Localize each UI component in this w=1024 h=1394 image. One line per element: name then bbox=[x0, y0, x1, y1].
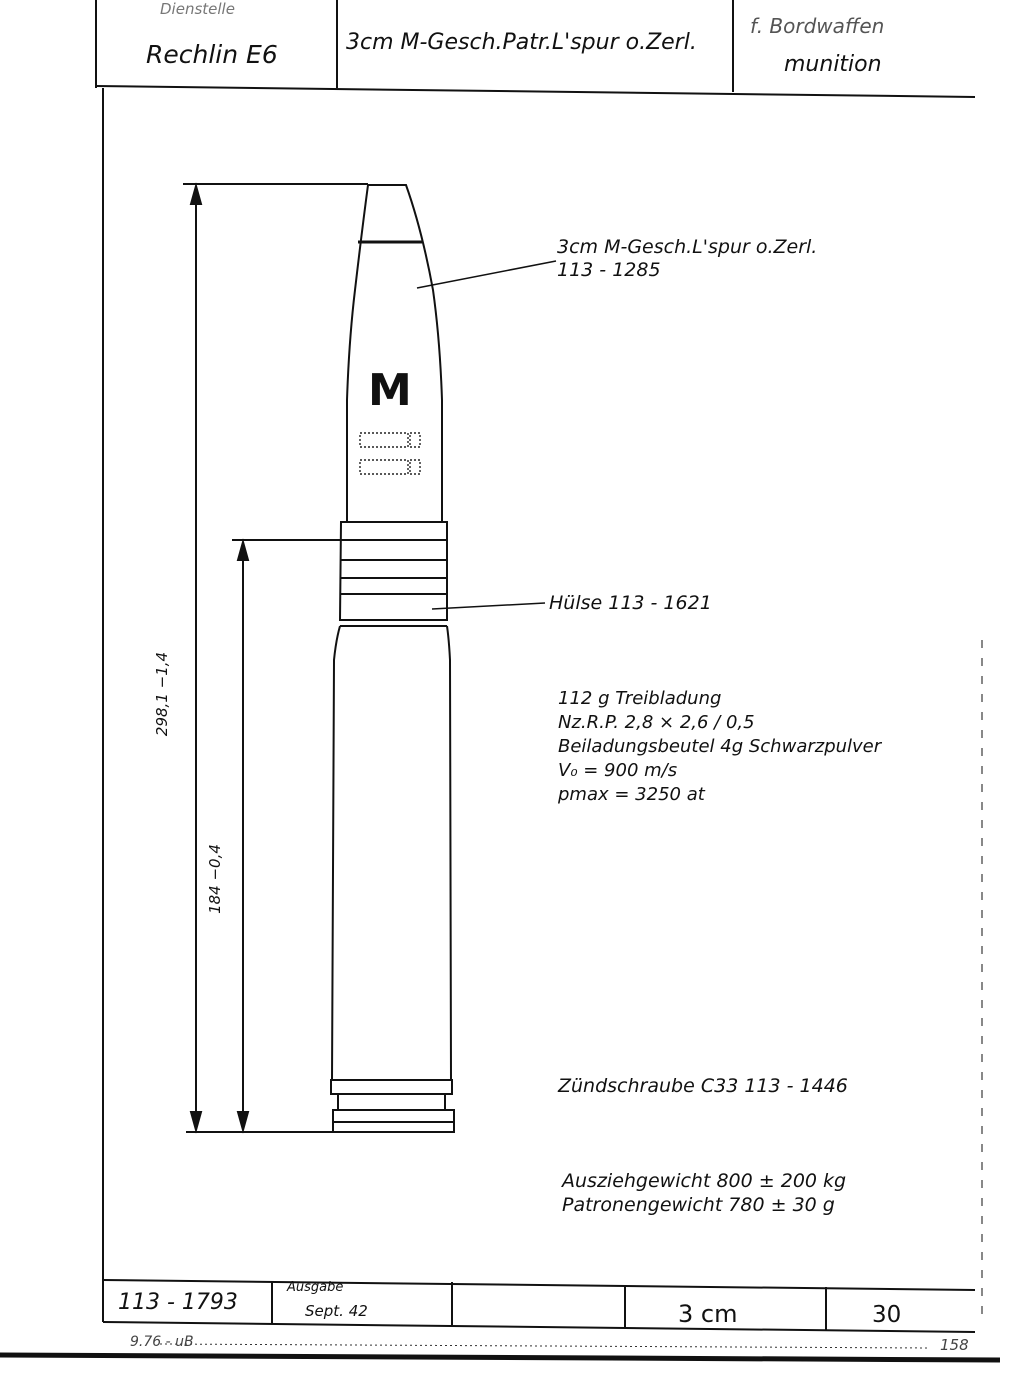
footer-top-line bbox=[103, 1280, 975, 1290]
propellant-note-5: pmax = 3250 at bbox=[558, 784, 705, 805]
propellant-note-3: Beiladungsbeutel 4g Schwarzpulver bbox=[558, 736, 882, 757]
footer-mid-line bbox=[103, 1322, 975, 1332]
footer-page-ref: 158 bbox=[940, 1336, 969, 1354]
case-body bbox=[332, 626, 451, 1080]
header-category: munition bbox=[784, 52, 882, 77]
header-title: 3cm M-Gesch.Patr.L'spur o.Zerl. bbox=[346, 30, 697, 55]
stencil-box-3 bbox=[360, 460, 408, 474]
propellant-notes bbox=[558, 687, 881, 807]
stencil-box-4 bbox=[410, 460, 420, 474]
projectile-number: 113 - 1285 bbox=[557, 259, 661, 281]
leader-case bbox=[432, 603, 545, 609]
footer-sheet: 30 bbox=[872, 1302, 902, 1328]
dim-case-text: 184 −0,4 bbox=[205, 844, 224, 914]
propellant-note-4: V₀ = 900 m/s bbox=[558, 760, 678, 781]
case-neck bbox=[340, 522, 447, 620]
projectile-marking-m: M bbox=[368, 365, 412, 416]
propellant-note-2: Nz.R.P. 2,8 × 2,6 / 0,5 bbox=[558, 712, 755, 733]
dimension-case bbox=[232, 540, 340, 1130]
dim-case-arrow-bottom bbox=[238, 1112, 248, 1130]
dim-overall-text: 298,1 −1,4 bbox=[153, 651, 172, 737]
footer-issue-date: Sept. 42 bbox=[305, 1302, 368, 1320]
case-label: Hülse 113 - 1621 bbox=[549, 592, 712, 614]
stencil-box-2 bbox=[410, 433, 420, 447]
bottom-thick-line bbox=[0, 1355, 1000, 1360]
cartridge-drawing bbox=[331, 185, 454, 1132]
weight-extraction: Ausziehgewicht 800 ± 200 kg bbox=[562, 1170, 847, 1192]
header-office: Rechlin E6 bbox=[146, 40, 278, 69]
footer-issue-label: Ausgabe bbox=[287, 1280, 344, 1295]
footer-print-note: 9.76 - uB bbox=[130, 1334, 194, 1350]
projectile-label: 3cm M-Gesch.L'spur o.Zerl. bbox=[557, 236, 818, 258]
stencil-box-1 bbox=[360, 433, 408, 447]
dim-overall-arrow-bottom bbox=[191, 1112, 201, 1130]
case-extractor-groove bbox=[338, 1094, 445, 1110]
header-office-caption: Dienstelle bbox=[160, 0, 235, 18]
primer-label: Zündschraube C33 113 - 1446 bbox=[558, 1075, 848, 1097]
footer-caliber: 3 cm bbox=[678, 1300, 738, 1328]
header-bottom-line bbox=[96, 86, 975, 97]
weight-cartridge: Patronengewicht 780 ± 30 g bbox=[562, 1194, 835, 1216]
propellant-note-1: 112 g Treibladung bbox=[558, 688, 722, 709]
projectile-outline bbox=[347, 185, 442, 522]
dim-overall-arrow-top bbox=[191, 186, 201, 204]
projectile-stencil bbox=[360, 433, 420, 474]
header-category-caption: f. Bordwaffen bbox=[750, 14, 885, 38]
dimension-overall bbox=[183, 184, 368, 1132]
case-base-band bbox=[331, 1080, 452, 1094]
bottom-dotted-line bbox=[160, 1344, 930, 1348]
leader-projectile bbox=[417, 261, 556, 288]
dim-case-arrow-top bbox=[238, 542, 248, 560]
footer-drawing-number: 113 - 1793 bbox=[118, 1290, 238, 1315]
